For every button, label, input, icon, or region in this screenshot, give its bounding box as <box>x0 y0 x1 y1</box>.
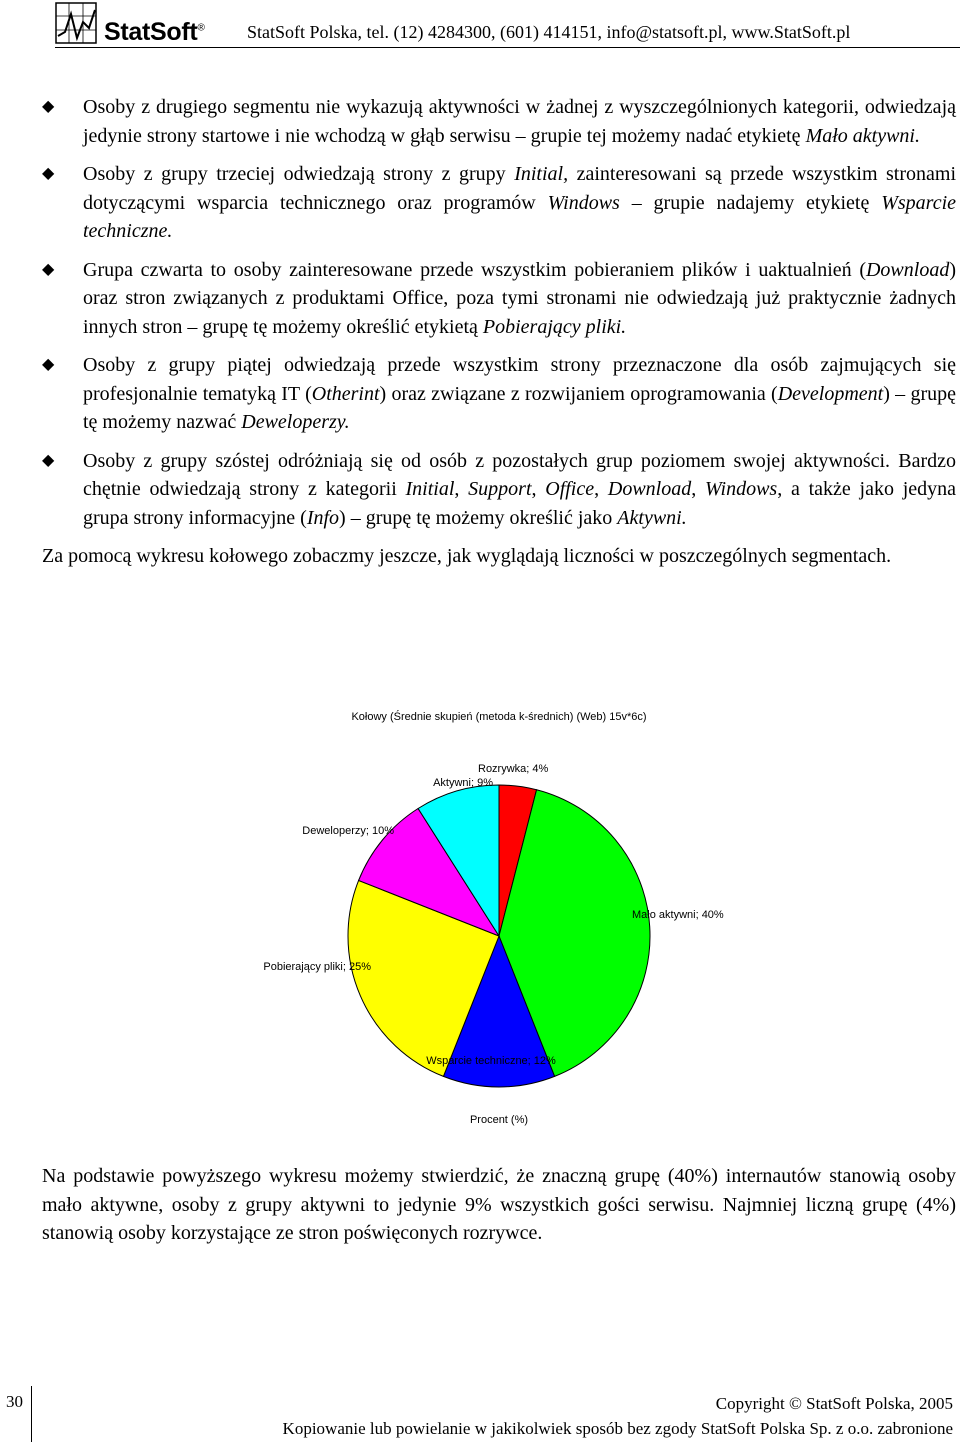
diamond-bullet-icon: ◆ <box>42 356 55 373</box>
body-text <box>42 93 956 571</box>
page-number: 30 <box>6 1392 23 1411</box>
header-contact-info: StatSoft Polska, tel. (12) 4284300, (601) 414151, info@statsoft.pl, www.StatSoft.pl <box>247 22 851 42</box>
chart-title: Kołowy (Średnie skupień (metoda k-średnich) (Web) 15v*6c) <box>351 711 647 723</box>
pie-slice-label: Wsparcie techniczne; 12% <box>426 1055 556 1067</box>
diamond-bullet-icon: ◆ <box>42 260 55 278</box>
diamond-bullet-icon: ◆ <box>42 98 55 115</box>
pie-chart <box>0 700 960 1140</box>
pie-slice-label: Deweloperzy; 10% <box>302 825 394 837</box>
logo-wordmark: StatSoft® <box>104 18 205 46</box>
diamond-bullet-icon: ◆ <box>42 451 55 469</box>
pie-slice-label: Pobierający pliki; 25% <box>263 961 371 973</box>
intro-paragraph: Za pomocą wykresu kołowego zobaczmy jeszcze, jak wyglądają liczności w poszczególnych segmentach. <box>42 545 892 567</box>
bullet-item: ◆ Osoby z grupy trzeciej odwiedzają strony z grupy Initial, zainteresowani są przede wszystkim stronami dotyczącymi wsparcia technicznego oraz programów Windows – grupie nadajemy etykietę Wsparcie techniczne. <box>42 160 956 246</box>
chart-axis-label: Procent (%) <box>469 1114 529 1126</box>
pie-chart-svg <box>0 700 960 1140</box>
bullet-item: ◆ Osoby z drugiego segmentu nie wykazują aktywności w żadnej z wyszczególnionych kategorii, odwiedzają jedynie strony startowe i nie wchodzą w głąb serwisu – grupie tej możemy nadać etykietę Mało aktywni. <box>42 93 956 150</box>
diamond-bullet-icon: ◆ <box>42 165 55 182</box>
closing-paragraph: Na podstawie powyższego wykresu możemy stwierdzić, że znaczną grupę (40%) internautów stanowią osoby mało aktywne, osoby z grupy aktywni to jedynie 9% wszystkich gości serwisu. Najmniej liczną grupę (4%) stanowią osoby korzystające ze stron poświęconych rozrywce. <box>42 1165 956 1244</box>
pie-slice-label: Rozrywka; 4% <box>478 763 549 775</box>
pie-slice-label: Aktywni; 9% <box>433 777 493 789</box>
bullet-item: ◆ Osoby z grupy piątej odwiedzają przede wszystkim strony przeznaczone dla osób zajmujących się profesjonalnie tematyką IT (Otherint) oraz związane z rozwijaniem oprogramowania (Development) – grupę tę możemy nazwać Deweloperzy. <box>42 351 956 437</box>
footer-divider <box>31 1386 32 1442</box>
copy-restriction-notice: Kopiowanie lub powielanie w jakikolwiek sposób bez zgody StatSoft Polska Sp. z o.o. zabronione <box>282 1419 953 1438</box>
bullet-item: ◆ Grupa czwarta to osoby zainteresowane przede wszystkim pobieraniem plików i uaktualnień (Download) oraz stron związanych z produktami Office, poza tymi stronami nie odwiedzają już praktycznie żadnych innych stron – grupę tę możemy określić etykietą Pobierający pliki. <box>42 256 956 342</box>
page-header <box>0 0 960 62</box>
copyright-notice: Copyright © StatSoft Polska, 2005 <box>715 1394 953 1413</box>
bullet-item: ◆ Osoby z grupy szóstej odróżniają się od osób z pozostałych grup poziomem swojej aktywności. Bardzo chętnie odwiedzają strony z kategorii Initial, Support, Office, Download, Windows, a także jako jedyna grupa strony informacyjne (Info) – grupę tę możemy określić jako Aktywni. <box>42 447 956 533</box>
statsoft-logo-icon <box>55 2 101 46</box>
header-divider <box>55 47 960 48</box>
pie-slice-label: Mało aktywni; 40% <box>632 909 724 921</box>
